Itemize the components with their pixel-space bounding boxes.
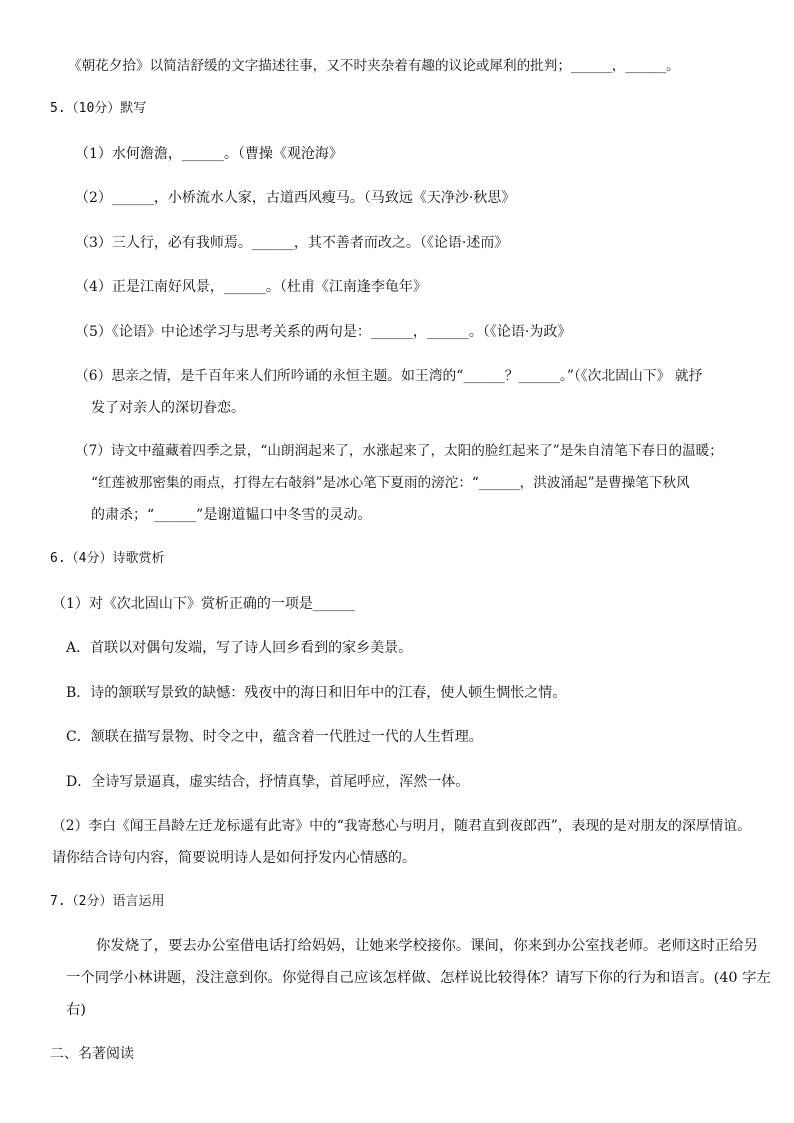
q5-item-2: （2）______，小桥流水人家，古道西风瘦马。（马致远《天净沙·秋思》 — [75, 190, 516, 206]
q5-item-7-cont1: “红莲被那密集的雨点，打得左右敧斜”是冰心笔下夏雨的滂沱：“______，洪波涌起”是曹操笔下秋风 — [91, 475, 690, 491]
q5-item-4: （4）正是江南好风景，______。（杜甫《江南逢李龟年》 — [75, 279, 427, 295]
q6-title: 6.（4分）诗歌赏析 — [50, 551, 165, 566]
q6-option-c: C．颔联在描写景物、时令之中，蕴含着一代胜过一代的人生哲理。 — [66, 729, 483, 745]
q5-item-3: （3）三人行，必有我师焉。______，其不善者而改之。（《论语·述而》 — [75, 235, 509, 251]
q5-item-7-cont2: 的肃杀；“______”是谢道韫口中冬雪的灵动。 — [91, 507, 372, 523]
q7-title: 7.（2分）语言运用 — [50, 894, 165, 909]
q5-title: 5.（10分）默写 — [50, 101, 147, 116]
q6-option-d: D．全诗写景逼真，虚实结合，抒情真挚，首尾呼应，浑然一体。 — [66, 774, 470, 790]
q5-item-5: （5）《论语》中论述学习与思考关系的两句是：______，______。（《论语·为政》 — [75, 324, 572, 340]
q7-paragraph-line2: 一个同学小林讲题，没注意到你。你觉得自己应该怎样做、怎样说比较得体？请写下你的行为和语言。(40 字左 — [66, 970, 771, 986]
section-2-heading: 二、名著阅读 — [50, 1046, 134, 1062]
q6-sub2-line2: 请你结合诗句内容，简要说明诗人是如何抒发内心情感的。 — [52, 850, 416, 866]
q6-option-b: B．诗的颔联写景致的缺憾：残夜中的海日和旧年中的江春，使人顿生惆怅之情。 — [66, 685, 567, 701]
q6-option-a: A．首联以对偶句发端，写了诗人回乡看到的家乡美景。 — [66, 640, 413, 656]
q6-sub1: （1）对《次北固山下》赏析正确的一项是______ — [52, 596, 355, 612]
q7-paragraph-line1: 你发烧了，要去办公室借电话打给妈妈，让她来学校接你。课间，你来到办公室找老师。老师这时正给另 — [96, 938, 758, 954]
q5-item-6: （6）思亲之情，是千百年来人们所吟诵的永恒主题。如王湾的“______？______。”（《次北固山下》 就抒 — [75, 368, 703, 384]
q5-item-6-cont: 发了对亲人的深切眷恋。 — [91, 400, 245, 416]
q7-paragraph-line3: 右) — [66, 1002, 87, 1018]
intro-line: 《朝花夕拾》以简洁舒缓的文字描述往事，又不时夹杂着有趣的议论或犀利的批判；______，______。 — [68, 58, 680, 74]
q5-item-7: （7）诗文中蕴藏着四季之景，“山朗润起来了，水涨起来了，太阳的脸红起来了”是朱自清笔下春日的温暖； — [75, 443, 723, 459]
q6-sub2-line1: （2）李白《闻王昌龄左迁龙标遥有此寄》中的“我寄愁心与明月，随君直到夜郎西”，表现的是对朋友的深厚情谊。 — [52, 818, 751, 834]
q5-item-1: （1）水何澹澹，______。（曹操《观沧海》 — [75, 146, 343, 162]
